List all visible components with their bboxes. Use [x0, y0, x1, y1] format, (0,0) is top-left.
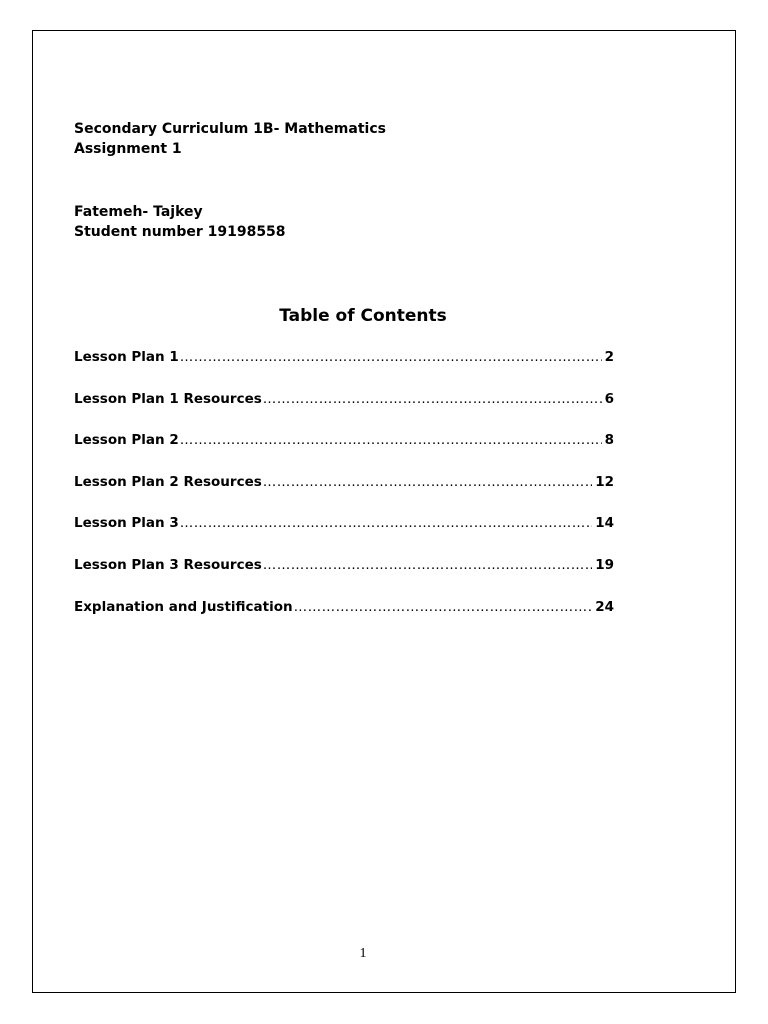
toc-entry-label: Lesson Plan 3 Resources: [74, 556, 262, 573]
toc-entry-explanation-and-justification[interactable]: [74, 597, 614, 617]
document-page: [32, 30, 736, 993]
toc-entry-label: Lesson Plan 2 Resources: [74, 473, 262, 490]
toc-leader-dots: [180, 513, 592, 533]
toc-entry-lesson-plan-2[interactable]: [74, 430, 614, 450]
toc-entry-lesson-plan-1[interactable]: [74, 347, 614, 367]
toc-leader-dots: [263, 389, 602, 409]
course-title: Secondary Curriculum 1B- Mathematics: [74, 121, 386, 137]
toc-entry-page: 2: [604, 349, 614, 365]
student-info: [74, 202, 286, 242]
course-header: [74, 119, 386, 159]
toc-leader-dots: [263, 555, 592, 575]
toc-leader-dots: [294, 597, 593, 617]
toc-entry-lesson-plan-2-resources[interactable]: [74, 472, 614, 492]
toc-entry-label: Lesson Plan 2: [74, 432, 179, 449]
page-number: 1: [359, 946, 367, 961]
table-of-contents: [74, 347, 614, 638]
student-name: Fatemeh- Tajkey: [74, 204, 203, 220]
toc-entry-page: 6: [604, 390, 614, 407]
toc-entry-page: 19: [595, 556, 614, 573]
toc-entry-label: Lesson Plan 1: [74, 349, 179, 365]
toc-entry-label: Lesson Plan 1 Resources: [74, 390, 262, 407]
toc-entry-page: 14: [595, 515, 614, 532]
toc-entry-label: Explanation and Justification: [74, 598, 293, 615]
assignment-title: Assignment 1: [74, 141, 182, 157]
toc-entry-label: Lesson Plan 3: [74, 515, 179, 532]
toc-leader-dots: [180, 347, 602, 367]
toc-leader-dots: [180, 430, 602, 450]
toc-heading: Table of Contents: [279, 306, 447, 326]
toc-entry-page: 12: [595, 473, 614, 490]
toc-leader-dots: [263, 472, 592, 492]
toc-entry-page: 24: [595, 598, 614, 615]
toc-entry-lesson-plan-1-resources[interactable]: [74, 389, 614, 409]
student-number: Student number 19198558: [74, 224, 286, 240]
toc-entry-page: 8: [604, 432, 614, 449]
toc-entry-lesson-plan-3-resources[interactable]: [74, 555, 614, 575]
toc-entry-lesson-plan-3[interactable]: [74, 513, 614, 533]
